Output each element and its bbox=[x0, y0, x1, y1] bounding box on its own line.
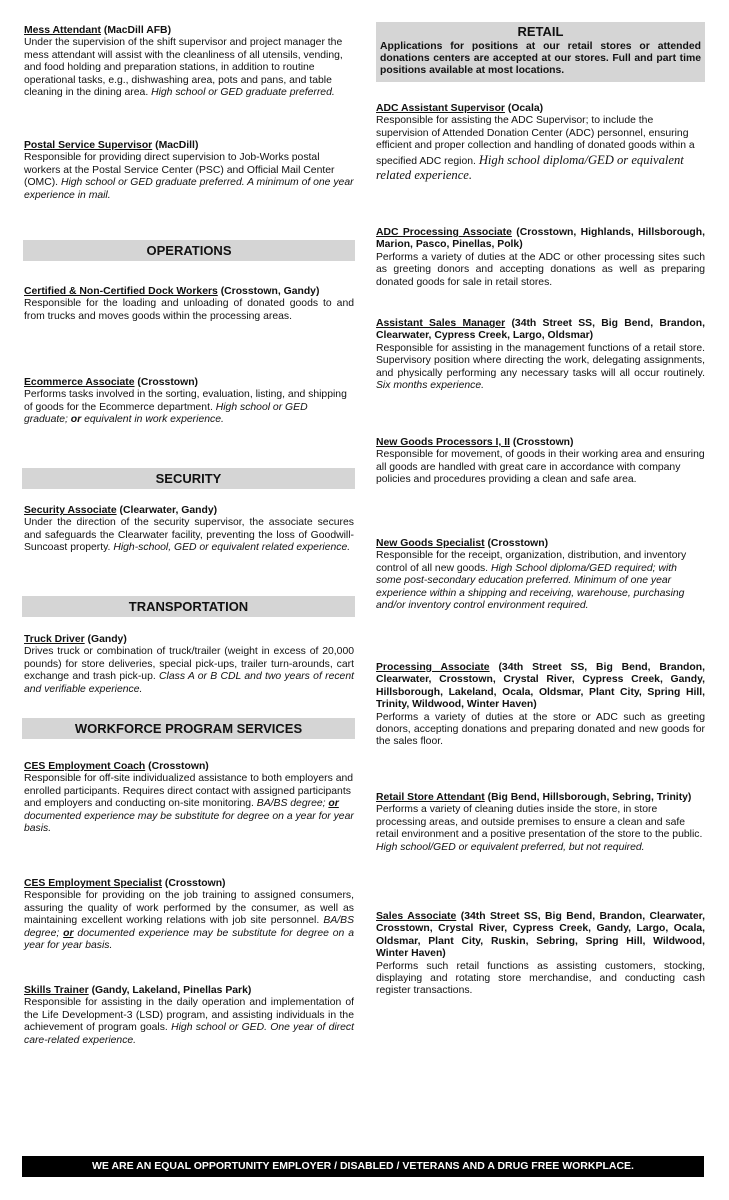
job-mess-attendant bbox=[24, 25, 354, 99]
job-assistant-sales-manager bbox=[376, 318, 705, 392]
section-heading-retail: RETAIL bbox=[517, 24, 564, 39]
job-description: Responsible for the receipt, organization, distribution, and inventory control of all new goods. bbox=[376, 550, 687, 574]
job-description: Responsible for off-site individualized assistance to both employers and enrolled participants. Requires direct contact with assigned participants and employers and conducting on-site monitoring. bbox=[24, 773, 354, 810]
job-description: Performs a variety of duties at the store or ADC such as greeting donors, accepting donations and preparing donated and new goods for the sales floor. bbox=[376, 711, 705, 748]
job-truck-driver bbox=[24, 634, 354, 696]
job-title: ADC Assistant Supervisor bbox=[376, 103, 505, 114]
job-requirement: High school or GED. One year of direct care-related experience. bbox=[24, 1022, 354, 1046]
job-location: (MacDill) bbox=[152, 140, 199, 151]
job-requirement: High School diploma/GED required; with some post-secondary education preferred. Minimum of one year experience within a shipping and receiving, warehouse, purchasing and/or inventory control environment required. bbox=[376, 562, 685, 612]
job-postal-service-supervisor bbox=[24, 140, 354, 202]
job-location: (Crosstown, Highlands, Hillsborough, Marion, Pasco, Pinellas, Polk) bbox=[376, 227, 705, 251]
job-location: (MacDill AFB) bbox=[100, 25, 172, 36]
job-description: Performs tasks involved in the sorting, evaluation, listing, and shipping of goods for the Ecommerce department. bbox=[24, 389, 347, 413]
job-processing-associate bbox=[376, 662, 705, 749]
job-title: New Goods Processors I, II bbox=[376, 437, 510, 448]
job-requirement: High-school, GED or equivalent related experience. bbox=[113, 542, 351, 554]
job-requirement: High school or GED graduate preferred. bbox=[151, 87, 335, 99]
retail-intro: Applications for positions at our retail stores or attended donations centers are accepted at our stores. Full and part time positions available at most locations. bbox=[380, 41, 701, 77]
job-requirement: High school or GED graduate; or equivalent in work experience. bbox=[24, 401, 308, 426]
job-description: Under the supervision of the shift supervisor and project manager the mess attendant will assist with the cleanliness of all utensils, vending, and food holding and preparation stations, in addition to routine operational tasks, e.g., dishwashing area, pots and pans, and table cleaning in the dining area. bbox=[24, 37, 343, 99]
job-description: Performs a variety of duties at the ADC or other processing sites such as greeting donors and accepting donations as well as preparing donated goods for sale in retail stores. bbox=[376, 251, 705, 288]
section-heading-operations: OPERATIONS bbox=[23, 240, 355, 261]
job-title: Mess Attendant bbox=[24, 25, 101, 36]
section-heading-workforce: WORKFORCE PROGRAM SERVICES bbox=[22, 718, 355, 739]
job-location: (Crosstown) bbox=[162, 878, 226, 889]
job-title: Assistant Sales Manager bbox=[376, 318, 506, 329]
job-requirement: High school diploma/GED or equivalent related experience. bbox=[376, 152, 684, 183]
job-ces-employment-specialist bbox=[24, 878, 354, 952]
job-adc-processing-associate bbox=[376, 227, 705, 289]
job-description: Responsible for assisting in the management functions of a retail store. Supervisory position where directing the work, delegating assignments, and physically performing any necessary tasks will all occur routinely. bbox=[376, 342, 705, 379]
footer-banner: WE ARE AN EQUAL OPPORTUNITY EMPLOYER / DISABLED / VETERANS AND A DRUG FREE WORKPLACE. bbox=[22, 1156, 704, 1177]
job-title: Skills Trainer bbox=[24, 985, 89, 996]
job-description: Responsible for the loading and unloading of donated goods to and from trucks and moves goods within the processing areas. bbox=[24, 298, 354, 322]
job-location: (Crosstown) bbox=[145, 761, 209, 772]
job-description: Responsible for providing direct supervision to Job-Works postal workers at the Postal Service Center (PSC) and Official Mail Center (OMC). bbox=[24, 152, 335, 189]
job-description: Drives truck or combination of truck/trailer (weight in excess of 20,000 pounds) for store deliveries, special pick-ups, trailer turn-arounds, cart exchange and trash pick-up. bbox=[24, 646, 354, 683]
job-title: CES Employment Specialist bbox=[24, 878, 163, 889]
job-location: (Gandy, Lakeland, Pinellas Park) bbox=[88, 985, 252, 996]
job-ces-employment-coach bbox=[24, 761, 354, 835]
job-requirement: High school/GED or equivalent preferred, but not required. bbox=[376, 841, 645, 853]
job-location: (34th Street SS, Big Bend, Brandon, Clearwater, Crosstown, Crystal River, Cypress Creek, Gandy, Largo, Ocala, Oldsmar, Plant City, Ruskin, Sebring, Spring Hill, Wildwood, Winter Haven) bbox=[376, 911, 705, 960]
job-security-associate bbox=[24, 505, 354, 555]
job-title: Ecommerce Associate bbox=[24, 377, 135, 388]
job-requirement: BA/BS degree; or documented experience may be substitute for degree on a year for year basis. bbox=[24, 915, 354, 952]
job-title: ADC Processing Associate bbox=[376, 227, 512, 238]
job-location: (Ocala) bbox=[504, 103, 544, 114]
job-title: Postal Service Supervisor bbox=[24, 140, 153, 151]
job-title: Processing Associate bbox=[376, 662, 490, 673]
job-location: (34th Street SS, Big Bend, Brandon, Clearwater, Cypress Creek, Largo, Oldsmar) bbox=[376, 318, 705, 342]
job-title: Sales Associate bbox=[376, 911, 457, 922]
section-heading-security: SECURITY bbox=[22, 468, 355, 489]
job-title: Security Associate bbox=[24, 505, 117, 516]
job-location: (Clearwater, Gandy) bbox=[116, 505, 218, 516]
section-heading-transportation: TRANSPORTATION bbox=[22, 596, 355, 617]
job-location: (Crosstown, Gandy) bbox=[217, 286, 320, 297]
job-skills-trainer bbox=[24, 985, 354, 1047]
job-description: Responsible for assisting in the daily operation and implementation of the Life Development-3 (LSD) program, and assisting individuals in the achievement of program goals. bbox=[24, 997, 354, 1034]
job-new-goods-processors bbox=[376, 437, 705, 487]
job-location: (Crosstown) bbox=[484, 538, 549, 549]
job-location: (Gandy) bbox=[84, 634, 127, 645]
job-description: Responsible for providing on the job training to assigned consumers, assuring the quality of work performed by the consumer, as well as maintaining excellent working relations with job site personnel. bbox=[24, 890, 354, 927]
job-title: Retail Store Attendant bbox=[376, 792, 485, 803]
job-ecommerce-associate bbox=[24, 377, 354, 427]
job-retail-store-attendant bbox=[376, 792, 705, 854]
job-dock-workers bbox=[24, 286, 354, 323]
job-title: CES Employment Coach bbox=[24, 761, 146, 772]
job-description: Performs such retail functions as assisting customers, stocking, displaying and rotating store merchandise, and conducting cash register transactions. bbox=[376, 960, 705, 997]
job-location: (34th Street SS, Big Bend, Brandon, Clearwater, Crosstown, Crystal River, Cypress Creek, Gandy, Hillsborough, Lakeland, Ocala, Oldsmar, Plant City, Spring Hill, Trinity, Wildwood, Winter Haven) bbox=[376, 662, 705, 711]
job-location: (Big Bend, Hillsborough, Sebring, Trinity) bbox=[484, 792, 692, 803]
job-requirement: BA/BS degree; or documented experience may be substitute for degree on a year for year basis. bbox=[24, 798, 354, 835]
job-description: Responsible for movement, of goods in their working area and ensuring all goods are handled with great care in accordance with company policies and procedures providing a clean and safe area. bbox=[376, 449, 705, 486]
job-new-goods-specialist bbox=[376, 538, 705, 612]
job-title: Certified & Non-Certified Dock Workers bbox=[24, 286, 218, 297]
job-requirement: High school or GED graduate preferred. A minimum of one year experience in mail. bbox=[24, 177, 354, 201]
job-adc-assistant-supervisor bbox=[376, 103, 705, 183]
job-location: (Crosstown) bbox=[134, 377, 199, 388]
job-location: (Crosstown) bbox=[509, 437, 574, 448]
job-title: Truck Driver bbox=[24, 634, 85, 645]
retail-section-header bbox=[376, 22, 705, 82]
job-sales-associate bbox=[376, 911, 705, 998]
job-requirement: Six months experience. bbox=[376, 380, 485, 392]
job-description: Responsible for assisting the ADC Supervisor; to include the supervision of Attended Donation Center (ADC) personnel, ensuring efficient and proper collection and handling of donated goods within a specified ADC region. bbox=[376, 115, 695, 167]
job-title: New Goods Specialist bbox=[376, 538, 485, 549]
job-requirement: Class A or B CDL and two years of recent and verifiable experience. bbox=[24, 671, 354, 695]
job-description: Under the direction of the security supervisor, the associate secures and safeguards the Clearwater facility, preventing the loss of Goodwill-Suncoast property. bbox=[24, 517, 354, 554]
job-description: Performs a variety of cleaning duties inside the store, in store processing areas, and outside premises to ensure a clean and safe retail environment and a positive presentation of the store to the public. bbox=[376, 804, 703, 841]
